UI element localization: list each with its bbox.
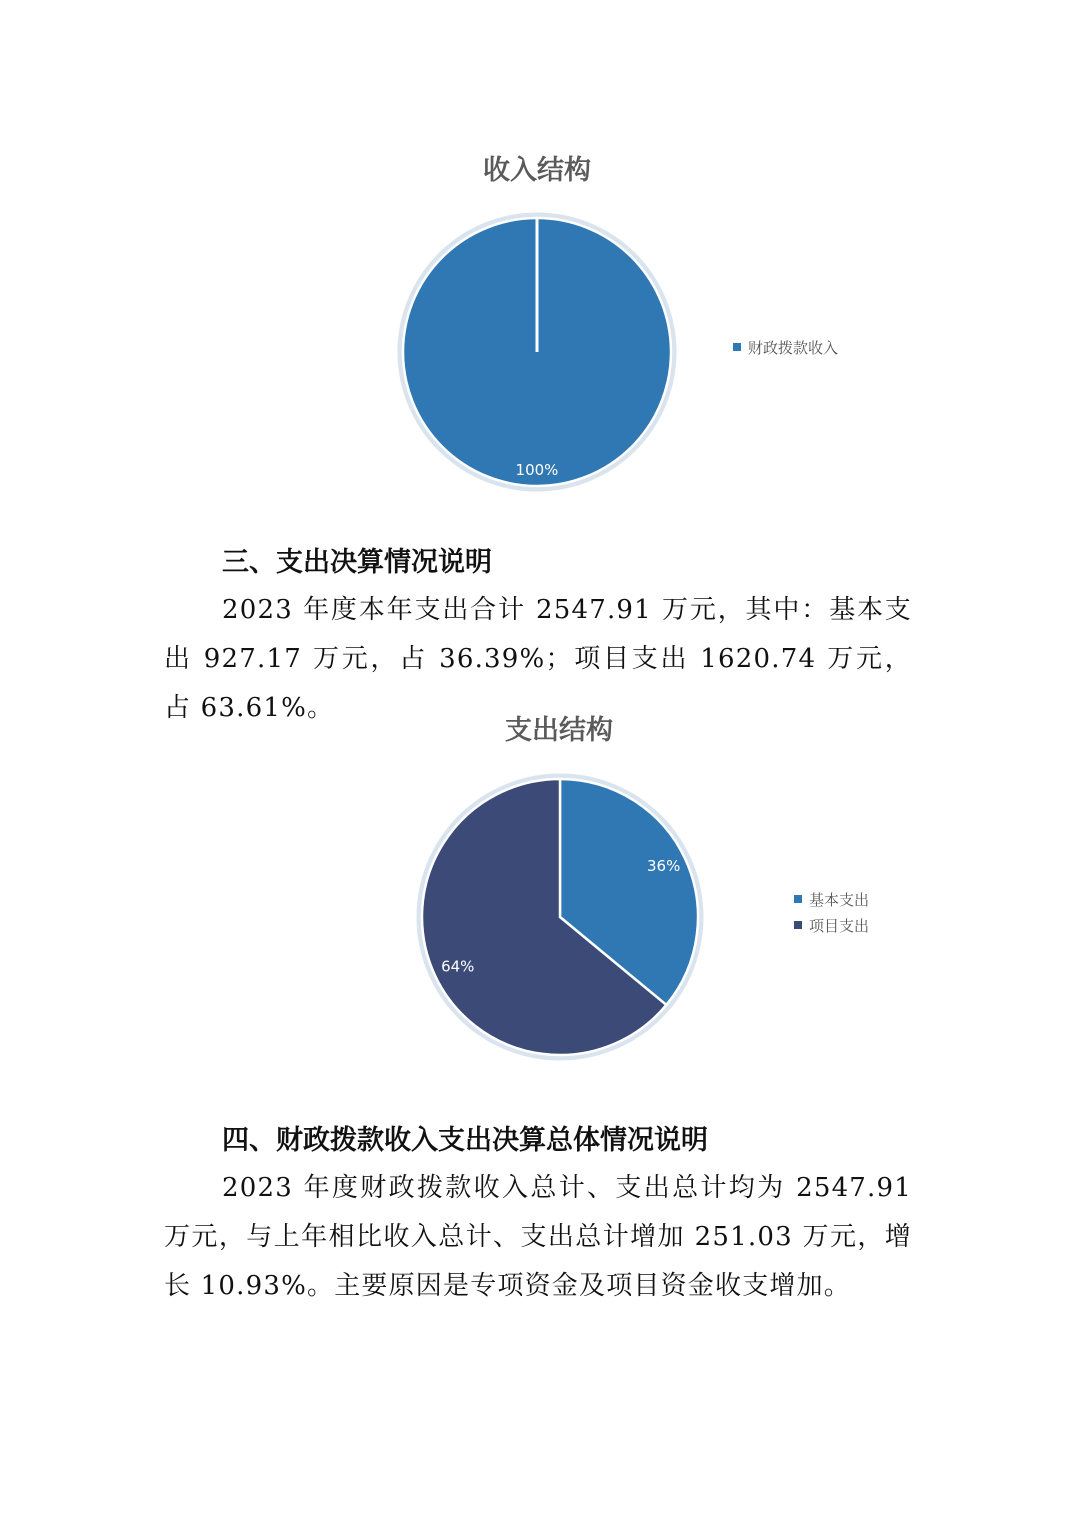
pie-data-label-2: 64% bbox=[441, 957, 475, 976]
legend-label: 项目支出 bbox=[809, 916, 870, 935]
section-3-body: 2023 年度本年支出合计 2547.91 万元，其中：基本支出 927.17 万元，占 36.39%；项目支出 1620.74 万元，占 63.61%。 bbox=[164, 595, 912, 723]
section-4-heading: 四、财政拨款收入支出决算总体情况说明 bbox=[222, 1125, 708, 1156]
pie-data-label-1: 36% bbox=[647, 856, 681, 875]
income-chart-title: 收入结构 bbox=[483, 155, 591, 186]
legend-swatch bbox=[794, 921, 802, 929]
section-4-body: 2023 年度财政拨款收入总计、支出总计均为 2547.91 万元，与上年相比收入总计、支出总计增加 251.03 万元，增长 10.93%。主要原因是专项资金及项目资金收支增加。 bbox=[164, 1173, 912, 1301]
legend-item-project-expense bbox=[794, 912, 869, 938]
expense-legend bbox=[794, 886, 869, 938]
pie-data-label-1: 100% bbox=[515, 461, 559, 480]
legend-item-basic-expense bbox=[794, 886, 869, 912]
income-legend bbox=[733, 334, 838, 360]
legend-swatch bbox=[733, 343, 741, 351]
legend-label: 财政拨款收入 bbox=[748, 338, 839, 357]
income-pie-chart bbox=[397, 212, 677, 492]
legend-label: 基本支出 bbox=[809, 890, 870, 909]
legend-swatch bbox=[794, 895, 802, 903]
section-3-heading: 三、支出决算情况说明 bbox=[222, 547, 492, 578]
expense-pie-chart bbox=[416, 773, 704, 1061]
legend-item-fiscal-income bbox=[733, 334, 838, 360]
expense-chart-title: 支出结构 bbox=[505, 715, 613, 746]
